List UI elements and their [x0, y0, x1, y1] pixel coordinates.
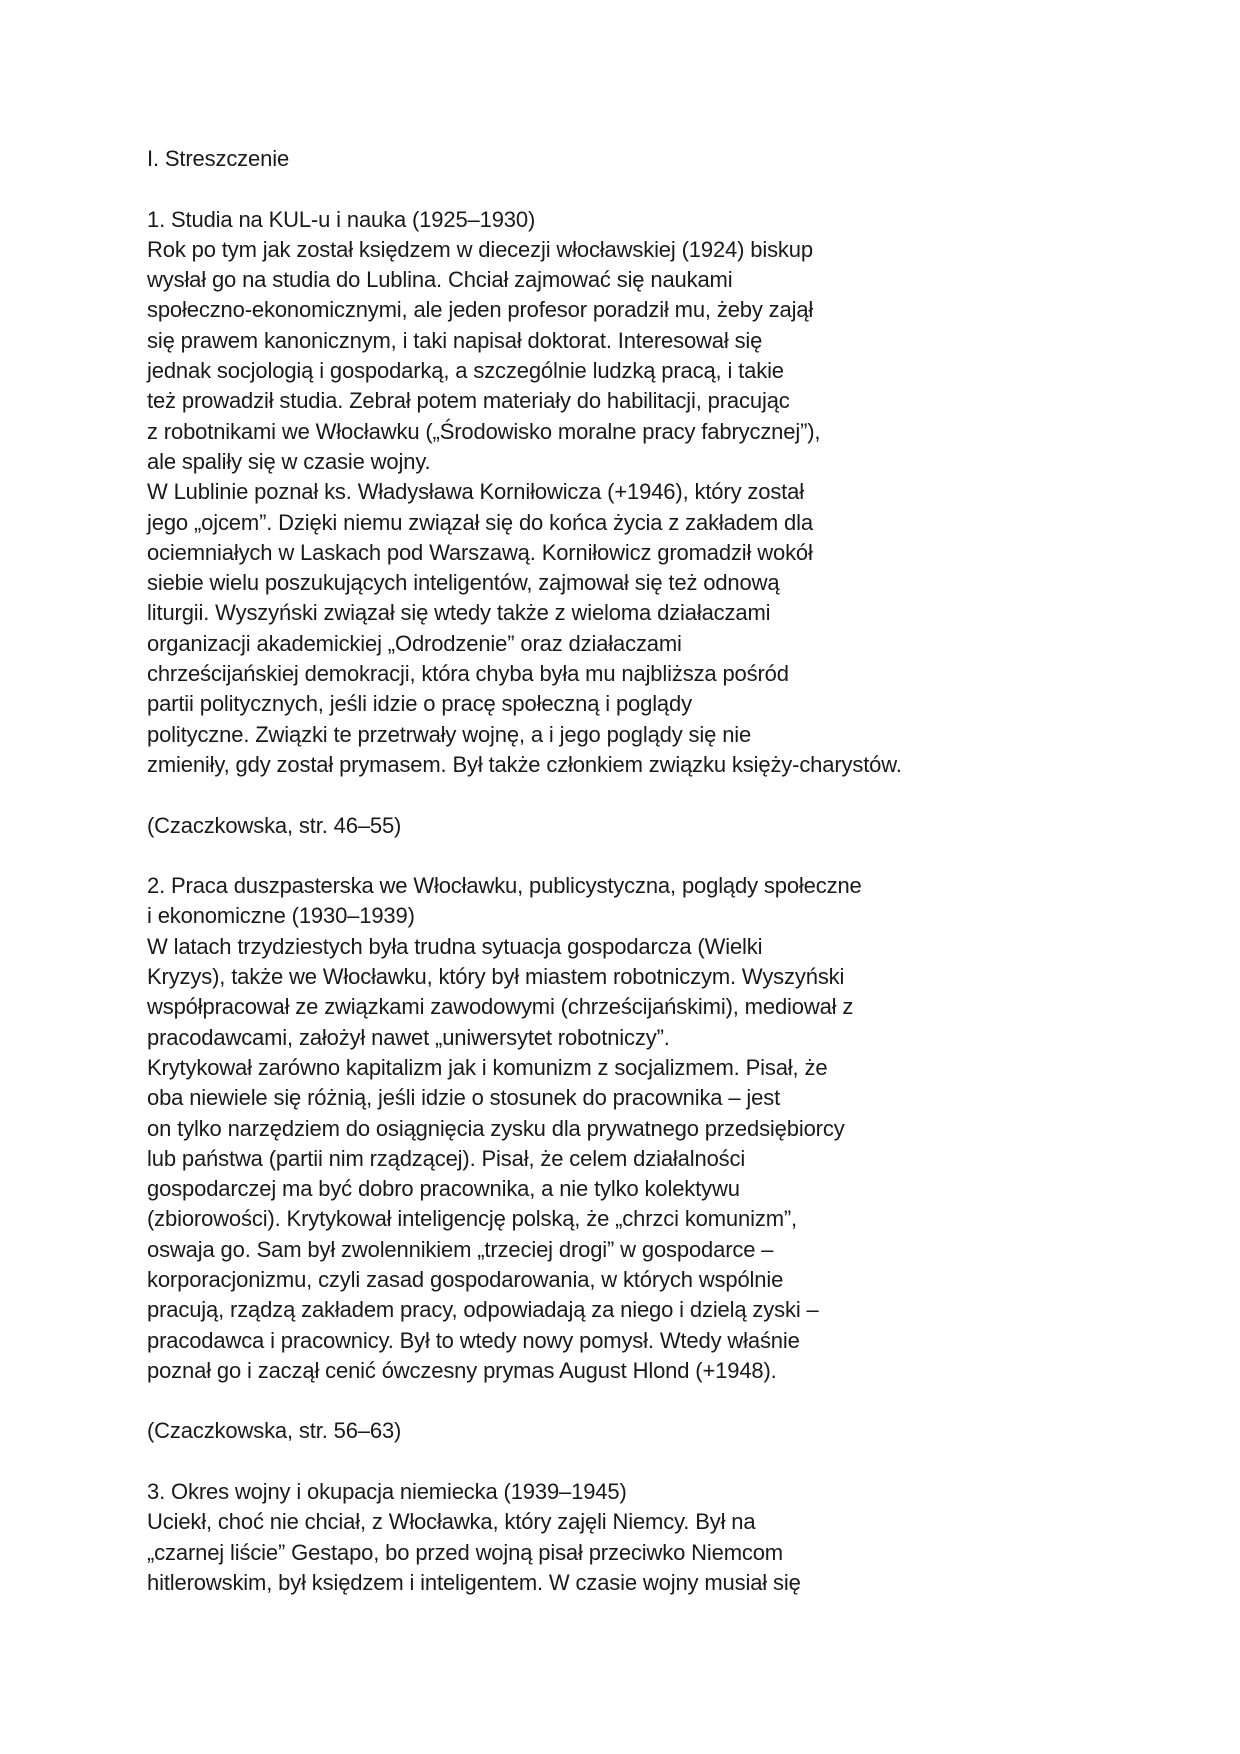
body-line: pracodawca i pracownicy. Był to wtedy nowy pomysł. Wtedy właśnie	[147, 1327, 800, 1353]
citation: (Czaczkowska, str. 56–63)	[147, 1418, 402, 1444]
section-1	[147, 205, 1147, 841]
spacer	[147, 1447, 1147, 1477]
spacer	[147, 174, 1147, 204]
body-line: wysłał go na studia do Lublina. Chciał zajmować się naukami	[147, 267, 733, 293]
body-line: ale spaliły się w czasie wojny.	[147, 448, 431, 474]
spacer	[147, 841, 1147, 871]
body-line: Kryzys), także we Włocławku, który był miastem robotniczym. Wyszyński	[147, 964, 845, 990]
body-line: W latach trzydziestych była trudna sytuacja gospodarcza (Wielki	[147, 933, 763, 959]
body-line: jego „ojcem”. Dzięki niemu związał się do końca życia z zakładem dla	[147, 509, 813, 535]
body-line: (zbiorowości). Krytykował inteligencję polską, że „chrzci komunizm”,	[147, 1206, 798, 1232]
body-line: współpracował ze związkami zawodowymi (chrześcijańskimi), mediował z	[147, 994, 854, 1020]
body-line: z robotnikami we Włocławku („Środowisko moralne pracy fabrycznej”),	[147, 418, 821, 444]
body-line: społeczno-ekonomicznymi, ale jeden profesor poradził mu, żeby zajął	[147, 297, 814, 323]
body-line: polityczne. Związki te przetrwały wojnę, a i jego poglądy się nie	[147, 721, 752, 747]
body-line: też prowadził studia. Zebrał potem materiały do habilitacji, pracując	[147, 388, 790, 414]
section-heading: 1. Studia na KUL-u i nauka (1925–1930)	[147, 206, 536, 232]
document-title: I. Streszczenie	[147, 146, 290, 171]
body-line: oba niewiele się różnią, jeśli idzie o stosunek do pracownika – jest	[147, 1085, 781, 1111]
body-line: Rok po tym jak został księdzem w diecezji włocławskiej (1924) biskup	[147, 236, 813, 262]
body-line: Krytykował zarówno kapitalizm jak i komunizm z socjalizmem. Pisał, że	[147, 1054, 828, 1080]
body-line: lub państwa (partii nim rządzącej). Pisał, że celem działalności	[147, 1145, 746, 1171]
citation: (Czaczkowska, str. 46–55)	[147, 812, 402, 838]
section-heading: 3. Okres wojny i okupacja niemiecka (1939–1945)	[147, 1479, 627, 1505]
body-line: poznał go i zaczął cenić ówczesny prymas August Hlond (+1948).	[147, 1357, 777, 1383]
body-line: zmieniły, gdy został prymasem. Był także członkiem związku księży-charystów.	[147, 751, 902, 777]
body-line: on tylko narzędziem do osiągnięcia zysku dla prywatnego przedsiębiorcy	[147, 1115, 845, 1141]
section-heading: 2. Praca duszpasterska we Włocławku, publicystyczna, poglądy społeczne	[147, 873, 862, 899]
spacer	[147, 780, 1147, 810]
body-line: gospodarczej ma być dobro pracownika, a nie tylko kolektywu	[147, 1176, 740, 1202]
spacer	[147, 1386, 1147, 1416]
body-line: Uciekł, choć nie chciał, z Włocławka, który zajęli Niemcy. Był na	[147, 1509, 756, 1535]
body-line: pracują, rządzą zakładem pracy, odpowiadają za niego i dzielą zyski –	[147, 1297, 819, 1323]
body-line: „czarnej liście” Gestapo, bo przed wojną pisał przeciwko Niemcom	[147, 1539, 783, 1565]
document-content	[147, 144, 1147, 1598]
body-line: jednak socjologią i gospodarką, a szczególnie ludzką pracą, i takie	[147, 358, 784, 384]
body-line: korporacjonizmu, czyli zasad gospodarowania, w których wspólnie	[147, 1266, 784, 1292]
body-line: organizacji akademickiej „Odrodzenie” oraz działaczami	[147, 630, 682, 656]
section-3	[147, 1477, 1147, 1598]
body-line: partii politycznych, jeśli idzie o pracę społeczną i poglądy	[147, 691, 692, 717]
body-line: chrześcijańskiej demokracji, która chyba była mu najbliższa pośród	[147, 661, 789, 687]
body-line: W Lublinie poznał ks. Władysława Korniłowicza (+1946), który został	[147, 479, 804, 505]
body-line: się prawem kanonicznym, i taki napisał doktorat. Interesował się	[147, 327, 763, 353]
body-line: siebie wielu poszukujących inteligentów, zajmował się też odnową	[147, 570, 780, 596]
body-line: oswaja go. Sam był zwolennikiem „trzeciej drogi” w gospodarce –	[147, 1236, 774, 1262]
body-line: liturgii. Wyszyński związał się wtedy także z wieloma działaczami	[147, 600, 771, 626]
section-heading: i ekonomiczne (1930–1939)	[147, 903, 415, 929]
body-line: pracodawcami, założył nawet „uniwersytet robotniczy”.	[147, 1024, 670, 1050]
body-line: ociemniałych w Laskach pod Warszawą. Korniłowicz gromadził wokół	[147, 539, 813, 565]
body-line: hitlerowskim, był księdzem i inteligentem. W czasie wojny musiał się	[147, 1569, 801, 1595]
section-2	[147, 871, 1147, 1447]
